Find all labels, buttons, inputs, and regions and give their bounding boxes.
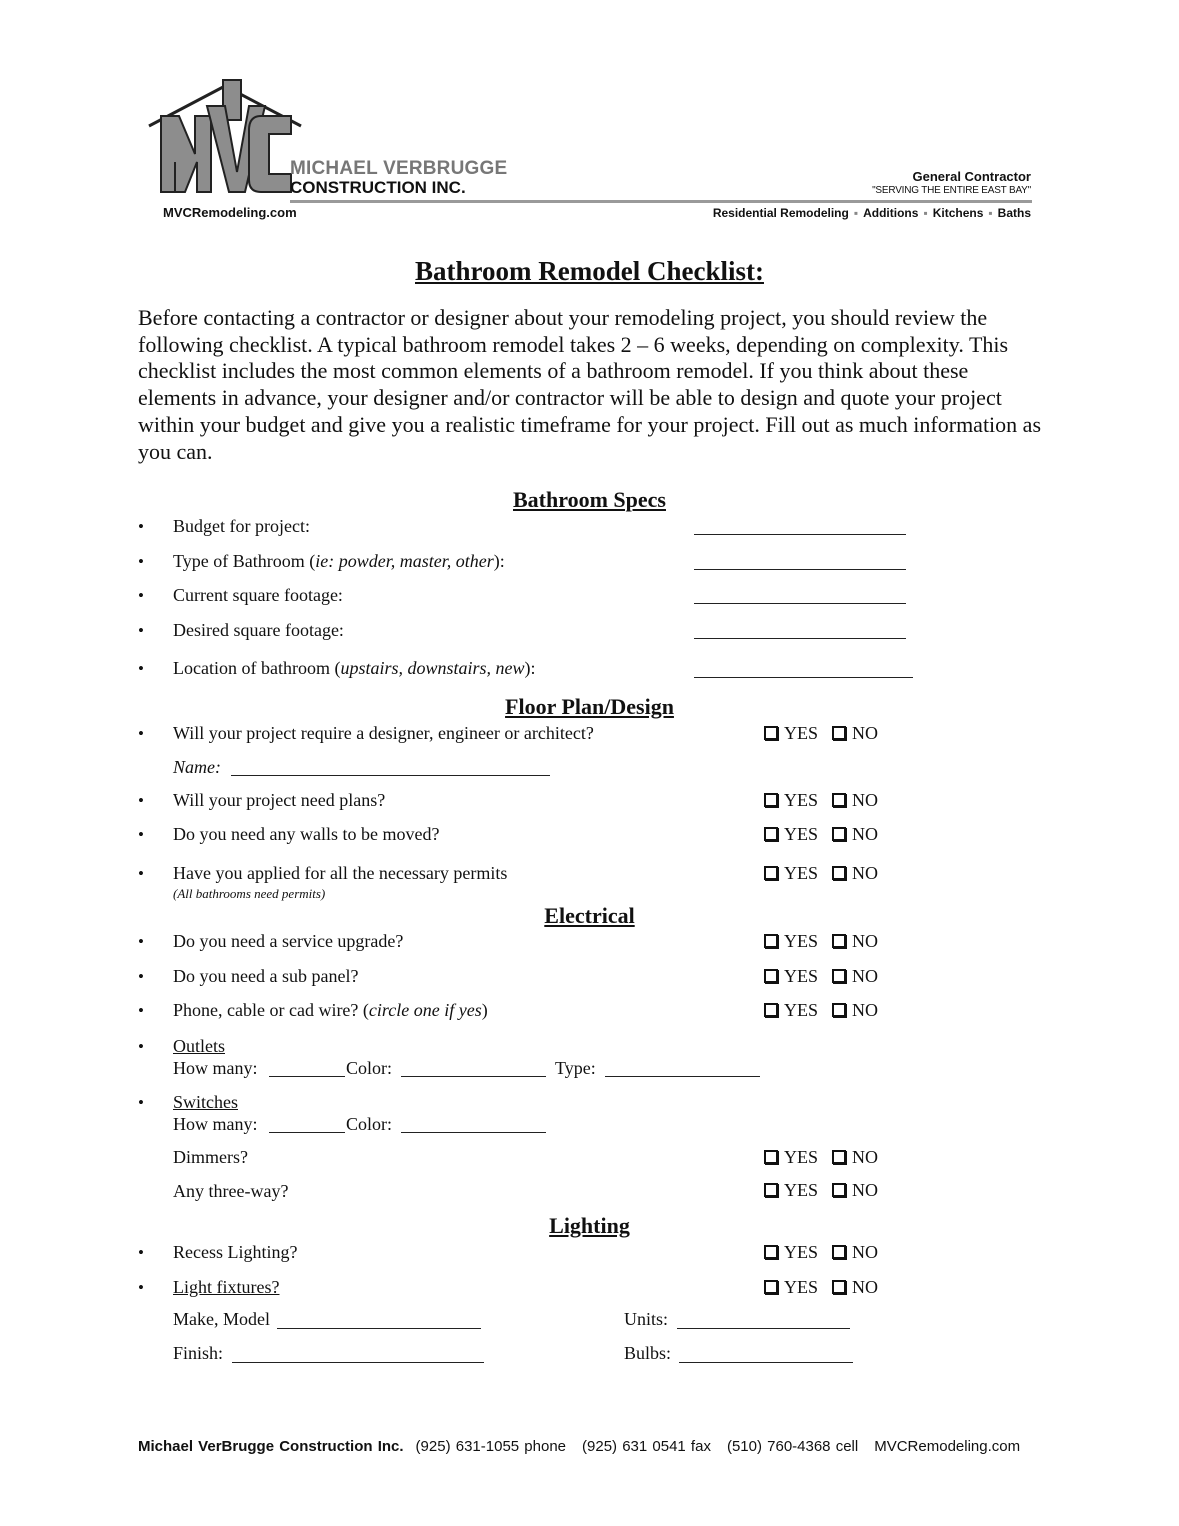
switches-how-many-label: How many: [173, 1114, 258, 1134]
bullet-icon: • [138, 1243, 144, 1262]
location-input-line[interactable] [694, 677, 913, 678]
bullet-icon: • [138, 1037, 144, 1056]
company-logo [145, 76, 305, 200]
checkbox-icon [832, 1245, 846, 1259]
yes-checkbox[interactable]: YES [764, 1242, 818, 1262]
checkbox-icon [832, 793, 846, 807]
bullet-icon: • [138, 621, 144, 640]
wire-question: Phone, cable or cad wire? (circle one if yes) [173, 1000, 488, 1020]
checkbox-icon [764, 934, 778, 948]
budget-input-line[interactable] [694, 534, 906, 535]
bulbs-label: Bulbs: [624, 1343, 672, 1363]
three-way-question: Any three-way? [173, 1181, 289, 1201]
checkbox-icon [832, 1150, 846, 1164]
no-checkbox[interactable]: NO [832, 723, 878, 743]
designer-name-input-line[interactable] [231, 775, 550, 776]
separator-dot-icon: ▪ [853, 206, 859, 220]
current-sqft-input-line[interactable] [694, 603, 906, 604]
desired-sqft-input-line[interactable] [694, 638, 906, 639]
checkbox-icon [764, 726, 778, 740]
current-sqft-label: Current square footage: [173, 585, 343, 605]
outlets-type-label: Type: [555, 1058, 596, 1078]
bullet-icon: • [138, 864, 144, 883]
section-heading-electrical: Electrical [544, 903, 635, 928]
footer-phone: (925) 631-1055 phone [415, 1438, 567, 1455]
permits-note: (All bathrooms need permits) [173, 886, 326, 901]
light-fixtures-yes-no [764, 1277, 878, 1298]
sub-panel-question: Do you need a sub panel? [173, 966, 359, 986]
bullet-icon: • [138, 724, 144, 743]
page-title: Bathroom Remodel Checklist: [415, 256, 764, 286]
checkbox-icon [764, 1245, 778, 1259]
checkbox-icon [764, 1183, 778, 1197]
permits-yes-no [764, 863, 878, 884]
bullet-icon: • [138, 791, 144, 810]
no-checkbox[interactable]: NO [832, 790, 878, 810]
footer-website: MVCRemodeling.com [874, 1438, 1021, 1455]
yes-checkbox[interactable]: YES [764, 723, 818, 743]
no-checkbox[interactable]: NO [832, 1147, 878, 1167]
footer-fax: (925) 631 0541 fax [582, 1438, 711, 1455]
yes-checkbox[interactable]: YES [764, 1147, 818, 1167]
checkbox-icon [764, 1003, 778, 1017]
make-model-label: Make, Model [173, 1309, 270, 1329]
header-divider [290, 200, 1032, 203]
service-upgrade-question: Do you need a service upgrade? [173, 931, 404, 951]
finish-label: Finish: [173, 1343, 224, 1363]
location-label: Location of bathroom (upstairs, downstairs, new): [173, 658, 536, 678]
intro-paragraph: Before contacting a contractor or designer about your remodeling project, you should review the following checklist. A typical bathroom remodel takes 2 – 6 weeks, depending on complexity. This checklist includes the most common elements of a bathroom remodel. If you think about these elements in advance, your designer and/or contractor will be able to design and quote your project within your budget and give you a realistic timeframe for your project. Fill out as much information as you can. [138, 305, 1041, 464]
bullet-icon: • [138, 1001, 144, 1020]
sub-panel-yes-no [764, 966, 878, 987]
checkbox-icon [764, 866, 778, 880]
outlets-how-many-input-line[interactable] [269, 1076, 345, 1077]
yes-checkbox[interactable]: YES [764, 824, 818, 844]
plans-yes-no [764, 790, 878, 811]
checkbox-icon [832, 866, 846, 880]
tagline: "SERVING THE ENTIRE EAST BAY" [872, 185, 1031, 196]
service-item: Additions [863, 206, 919, 220]
three-way-yes-no [764, 1180, 878, 1201]
switches-color-input-line[interactable] [401, 1132, 546, 1133]
checkbox-icon [832, 1183, 846, 1197]
no-checkbox[interactable]: NO [832, 931, 878, 951]
bullet-icon: • [138, 1278, 144, 1297]
outlets-type-input-line[interactable] [605, 1076, 760, 1077]
dimmers-question: Dimmers? [173, 1147, 248, 1167]
no-checkbox[interactable]: NO [832, 1277, 878, 1297]
outlets-color-label: Color: [346, 1058, 393, 1078]
desired-sqft-label: Desired square footage: [173, 620, 344, 640]
yes-checkbox[interactable]: YES [764, 790, 818, 810]
yes-checkbox[interactable]: YES [764, 1000, 818, 1020]
footer-company: Michael VerBrugge Construction Inc. [138, 1438, 404, 1455]
switches-label: Switches [173, 1092, 238, 1112]
bullet-icon: • [138, 825, 144, 844]
outlets-how-many-label: How many: [173, 1058, 258, 1078]
service-item: Kitchens [932, 206, 984, 220]
no-checkbox[interactable]: NO [832, 824, 878, 844]
bullet-icon: • [138, 967, 144, 986]
wire-yes-no [764, 1000, 878, 1021]
bathroom-type-input-line[interactable] [694, 569, 906, 570]
finish-input-line[interactable] [232, 1362, 484, 1363]
bullet-icon: • [138, 586, 144, 605]
no-checkbox[interactable]: NO [832, 863, 878, 883]
company-name-line1: MICHAEL VERBRUGGE [290, 158, 508, 179]
bathroom-type-label: Type of Bathroom (ie: powder, master, other): [173, 551, 505, 571]
designer-name-label: Name: [173, 757, 221, 777]
checkbox-icon [832, 1280, 846, 1294]
recess-lighting-question: Recess Lighting? [173, 1242, 298, 1262]
service-upgrade-yes-no [764, 931, 878, 952]
service-item: Baths [997, 206, 1031, 220]
yes-checkbox[interactable]: YES [764, 1277, 818, 1297]
no-checkbox[interactable]: NO [832, 1000, 878, 1020]
company-name-line2: CONSTRUCTION INC. [290, 178, 466, 197]
yes-checkbox[interactable]: YES [764, 966, 818, 986]
yes-checkbox[interactable]: YES [764, 931, 818, 951]
footer-cell: (510) 760-4368 cell [726, 1438, 859, 1455]
checkbox-icon [764, 827, 778, 841]
service-item: Residential Remodeling [712, 206, 849, 220]
bullet-icon: • [138, 1093, 144, 1112]
checkbox-icon [764, 793, 778, 807]
units-label: Units: [624, 1309, 669, 1329]
section-heading-floor-plan: Floor Plan/Design [505, 694, 674, 719]
outlets-color-input-line[interactable] [401, 1076, 546, 1077]
walls-yes-no [764, 824, 878, 845]
dimmers-yes-no [764, 1147, 878, 1168]
checkbox-icon [832, 934, 846, 948]
checkbox-icon [832, 969, 846, 983]
recess-lighting-yes-no [764, 1242, 878, 1263]
separator-dot-icon: ▪ [988, 206, 993, 220]
bullet-icon: • [138, 552, 144, 571]
units-input-line[interactable] [677, 1328, 850, 1329]
checkbox-icon [764, 1280, 778, 1294]
checkbox-icon [764, 969, 778, 983]
services-list [713, 206, 1031, 220]
designer-yes-no [764, 723, 878, 744]
yes-checkbox[interactable]: YES [764, 1180, 818, 1200]
header-website: MVCRemodeling.com [163, 205, 297, 220]
contractor-role: General Contractor [912, 169, 1031, 184]
footer-contact [138, 1438, 1020, 1455]
walls-question: Do you need any walls to be moved? [173, 824, 440, 844]
switches-color-label: Color: [346, 1114, 393, 1134]
designer-question: Will your project require a designer, engineer or architect? [173, 723, 594, 743]
permits-question: Have you applied for all the necessary permits [173, 863, 508, 883]
bullet-icon: • [138, 932, 144, 951]
light-fixtures-question: Light fixtures? [173, 1277, 280, 1297]
checkbox-icon [764, 1150, 778, 1164]
outlets-label: Outlets [173, 1036, 225, 1056]
section-heading-lighting: Lighting [549, 1213, 630, 1238]
section-heading-specs: Bathroom Specs [513, 487, 666, 512]
budget-label: Budget for project: [173, 516, 310, 536]
checkbox-icon [832, 1003, 846, 1017]
bulbs-input-line[interactable] [679, 1362, 853, 1363]
switches-how-many-input-line[interactable] [269, 1132, 345, 1133]
no-checkbox[interactable]: NO [832, 1180, 878, 1200]
no-checkbox[interactable]: NO [832, 1242, 878, 1262]
checkbox-icon [832, 726, 846, 740]
separator-dot-icon: ▪ [923, 206, 928, 220]
yes-checkbox[interactable]: YES [764, 863, 818, 883]
checkbox-icon [832, 827, 846, 841]
no-checkbox[interactable]: NO [832, 966, 878, 986]
bullet-icon: • [138, 517, 144, 536]
make-model-input-line[interactable] [277, 1328, 481, 1329]
bullet-icon: • [138, 659, 144, 678]
plans-question: Will your project need plans? [173, 790, 386, 810]
